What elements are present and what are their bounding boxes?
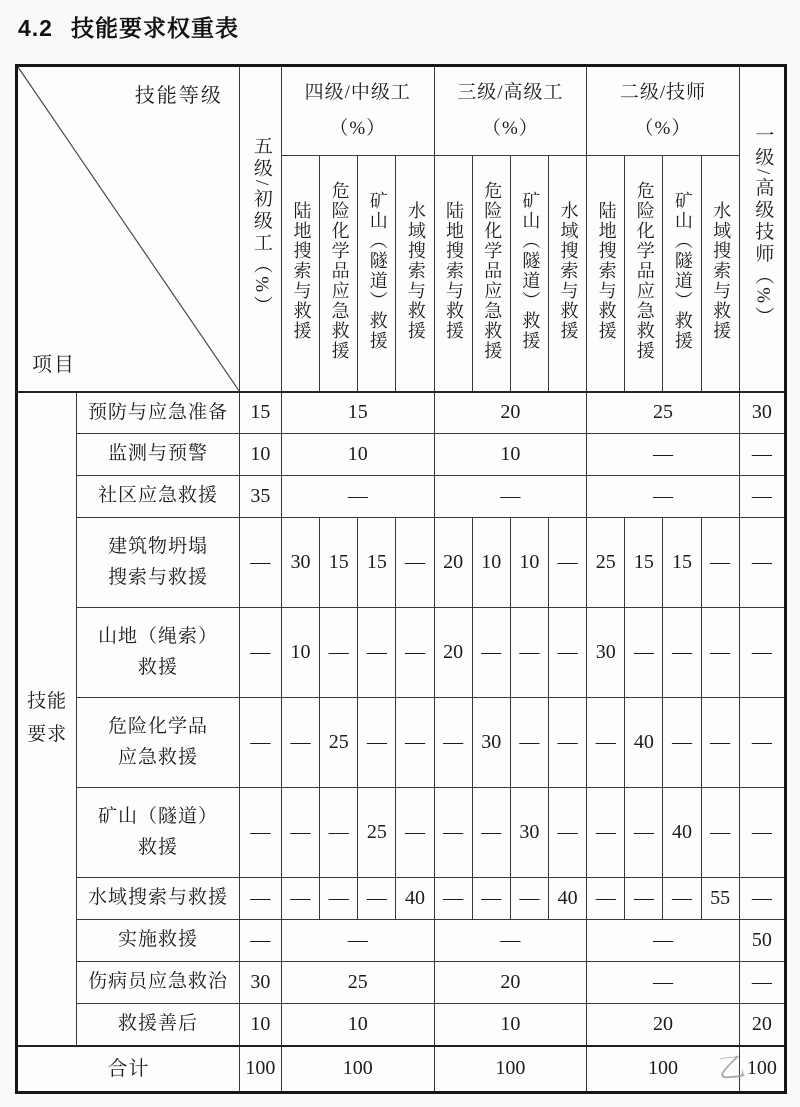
weight-cell-empty: —: [701, 518, 739, 608]
subcol-mine-tunnel-rescue: 矿山（隧道）救援: [510, 156, 548, 392]
col-group-level4-unit: （%）: [329, 118, 387, 139]
weight-cell: 30: [472, 698, 510, 788]
weight-cell-empty: —: [434, 788, 472, 878]
table-row: [17, 518, 786, 608]
weight-cell-empty: —: [281, 788, 319, 878]
weight-cell: 25: [320, 698, 358, 788]
weight-cell: 10: [434, 434, 587, 476]
weight-cell: 20: [434, 962, 587, 1004]
weight-cell-empty: —: [358, 608, 396, 698]
table-body: [17, 392, 786, 1093]
col-group-level2-unit: （%）: [634, 118, 692, 139]
weight-cell: 15: [320, 518, 358, 608]
weight-cell-empty: —: [587, 920, 740, 962]
weight-cell-empty: —: [281, 698, 319, 788]
weight-cell-empty: —: [358, 698, 396, 788]
weight-cell: 15: [663, 518, 701, 608]
col-group-level3-label: 三级/高级工: [457, 81, 564, 103]
weight-cell: 30: [239, 962, 281, 1004]
subcol-hazmat-rescue: 危险化学品应急救援: [472, 156, 510, 392]
weight-cell: 100: [739, 1046, 785, 1093]
weight-cell-empty: —: [549, 518, 587, 608]
weight-cell-empty: —: [701, 698, 739, 788]
section-title: 技能要求权重表: [70, 15, 239, 41]
weight-cell-empty: —: [587, 878, 625, 920]
row-label: 监测与预警: [77, 434, 240, 476]
col-group-level2: [587, 66, 740, 156]
weight-cell-empty: —: [239, 878, 281, 920]
weight-cell-empty: —: [587, 698, 625, 788]
weight-cell: 40: [663, 788, 701, 878]
weight-cell-empty: —: [239, 788, 281, 878]
weight-cell-empty: —: [739, 434, 785, 476]
weight-cell-empty: —: [472, 608, 510, 698]
weight-cell: 10: [510, 518, 548, 608]
weight-cell: 25: [587, 392, 740, 434]
weight-cell-empty: —: [663, 698, 701, 788]
weight-cell-empty: —: [549, 608, 587, 698]
table-row: [17, 476, 786, 518]
weight-cell: 30: [587, 608, 625, 698]
weight-cell-empty: —: [663, 878, 701, 920]
weight-cell: 30: [739, 392, 785, 434]
weight-cell-empty: —: [625, 788, 663, 878]
row-label: 矿山（隧道） 救援: [77, 788, 240, 878]
weight-cell-empty: —: [434, 878, 472, 920]
weight-cell-empty: —: [510, 878, 548, 920]
table-row: [17, 920, 786, 962]
weight-cell: 30: [281, 518, 319, 608]
weight-cell: 100: [434, 1046, 587, 1093]
table-wrapper: [15, 64, 787, 1094]
row-label: 水域搜索与救援: [77, 878, 240, 920]
row-label: 实施救援: [77, 920, 240, 962]
weight-cell-empty: —: [281, 878, 319, 920]
col-group-level3-unit: （%）: [481, 118, 539, 139]
weight-cell-empty: —: [663, 608, 701, 698]
row-label: 社区应急救援: [77, 476, 240, 518]
weight-cell-empty: —: [472, 878, 510, 920]
weight-cell-empty: —: [587, 476, 740, 518]
row-label: 山地（绳索） 救援: [77, 608, 240, 698]
weight-cell-empty: —: [239, 608, 281, 698]
table-row: [17, 392, 786, 434]
table-row: [17, 698, 786, 788]
weight-cell: 100: [239, 1046, 281, 1093]
weight-cell-empty: —: [510, 608, 548, 698]
weight-cell-empty: —: [587, 788, 625, 878]
weight-cell: 10: [281, 608, 319, 698]
table-row: [17, 608, 786, 698]
weight-cell-empty: —: [434, 476, 587, 518]
weight-cell: 40: [625, 698, 663, 788]
subcol-hazmat-rescue: 危险化学品应急救援: [625, 156, 663, 392]
subcol-water-rescue: 水域搜索与救援: [396, 156, 434, 392]
weight-cell-empty: —: [739, 962, 785, 1004]
subcol-water-rescue: 水域搜索与救援: [701, 156, 739, 392]
section-number: 4.2: [18, 15, 53, 41]
weight-cell: 20: [434, 608, 472, 698]
weight-cell-empty: —: [320, 608, 358, 698]
weight-cell: 50: [739, 920, 785, 962]
weight-cell-empty: —: [239, 518, 281, 608]
weight-cell-empty: —: [739, 518, 785, 608]
weight-cell: 10: [239, 1004, 281, 1046]
weight-cell-empty: —: [472, 788, 510, 878]
weight-cell-empty: —: [396, 518, 434, 608]
weight-cell-empty: —: [510, 698, 548, 788]
subcol-mine-tunnel-rescue: 矿山（隧道）救援: [358, 156, 396, 392]
weight-cell-empty: —: [239, 920, 281, 962]
row-label: 伤病员应急救治: [77, 962, 240, 1004]
weight-cell: 20: [587, 1004, 740, 1046]
weight-cell-empty: —: [739, 878, 785, 920]
weight-cell: 10: [239, 434, 281, 476]
weight-cell: 25: [281, 962, 434, 1004]
weight-cell: 20: [739, 1004, 785, 1046]
scan-watermark: 乙: [716, 1051, 747, 1085]
subcol-hazmat-rescue: 危险化学品应急救援: [320, 156, 358, 392]
weight-cell: 15: [625, 518, 663, 608]
row-label: 预防与应急准备: [77, 392, 240, 434]
weight-cell-empty: —: [434, 698, 472, 788]
col-header-level5: 五级/初级工（%）: [239, 66, 281, 392]
weight-cell-empty: —: [396, 698, 434, 788]
col-group-level4-label: 四级/中级工: [304, 81, 411, 103]
weight-cell: 15: [358, 518, 396, 608]
weight-cell: 40: [549, 878, 587, 920]
weight-cell-empty: —: [320, 788, 358, 878]
weight-cell-empty: —: [239, 698, 281, 788]
weight-cell: 55: [701, 878, 739, 920]
subcol-water-rescue: 水域搜索与救援: [549, 156, 587, 392]
weight-cell-empty: —: [396, 608, 434, 698]
total-row: [17, 1046, 786, 1093]
weight-cell-empty: —: [587, 434, 740, 476]
col-group-level4: [281, 66, 434, 156]
subcol-land-rescue: 陆地搜索与救援: [587, 156, 625, 392]
weight-cell: 20: [434, 392, 587, 434]
weight-cell: 100: [281, 1046, 434, 1093]
table-row: [17, 434, 786, 476]
corner-header-cell: [17, 66, 240, 392]
weight-cell-empty: —: [320, 878, 358, 920]
table-row: [17, 962, 786, 1004]
weight-cell-empty: —: [739, 476, 785, 518]
weight-cell-empty: —: [625, 878, 663, 920]
weight-cell: 100: [587, 1046, 740, 1093]
table-row: [17, 1004, 786, 1046]
subcol-mine-tunnel-rescue: 矿山（隧道）救援: [663, 156, 701, 392]
weight-cell-empty: —: [549, 698, 587, 788]
weight-cell: 40: [396, 878, 434, 920]
total-row-label: 合计: [17, 1046, 240, 1093]
weight-cell-empty: —: [396, 788, 434, 878]
weight-cell-empty: —: [701, 608, 739, 698]
page-title: [18, 10, 239, 43]
weight-cell: 10: [281, 434, 434, 476]
weight-cell-empty: —: [281, 476, 434, 518]
weight-cell-empty: —: [739, 698, 785, 788]
weight-cell: 10: [434, 1004, 587, 1046]
row-label: 危险化学品 应急救援: [77, 698, 240, 788]
diagonal-divider-line: [18, 67, 239, 391]
corner-label-item: 项目: [32, 353, 76, 376]
weight-cell-empty: —: [739, 608, 785, 698]
subcol-land-rescue: 陆地搜索与救援: [281, 156, 319, 392]
row-label: 救援善后: [77, 1004, 240, 1046]
weight-cell: 15: [281, 392, 434, 434]
col-group-level2-label: 二级/技师: [619, 81, 707, 103]
weight-cell-empty: —: [625, 608, 663, 698]
header-group-row: [17, 66, 786, 156]
row-group-label-skill-requirements: 技能 要求: [17, 392, 77, 1046]
weight-cell: 10: [472, 518, 510, 608]
weight-cell: 30: [510, 788, 548, 878]
weight-cell: 35: [239, 476, 281, 518]
weight-cell-empty: —: [358, 878, 396, 920]
row-label: 建筑物坍塌 搜索与救援: [77, 518, 240, 608]
col-group-level3: [434, 66, 587, 156]
corner-label-skill-level: 技能等级: [134, 85, 223, 107]
weight-cell: 10: [281, 1004, 434, 1046]
weight-cell-empty: —: [701, 788, 739, 878]
weight-cell-empty: —: [549, 788, 587, 878]
weight-cell-empty: —: [281, 920, 434, 962]
weight-cell: 15: [239, 392, 281, 434]
weight-cell: 20: [434, 518, 472, 608]
subcol-land-rescue: 陆地搜索与救援: [434, 156, 472, 392]
weight-cell-empty: —: [587, 962, 740, 1004]
weight-cell: 25: [587, 518, 625, 608]
weight-cell-empty: —: [434, 920, 587, 962]
col-header-level1: 一级/高级技师（%）: [739, 66, 785, 392]
weight-cell: 25: [358, 788, 396, 878]
weight-cell-empty: —: [739, 788, 785, 878]
table-row: [17, 878, 786, 920]
skill-weight-table: [15, 64, 787, 1094]
table-row: [17, 788, 786, 878]
